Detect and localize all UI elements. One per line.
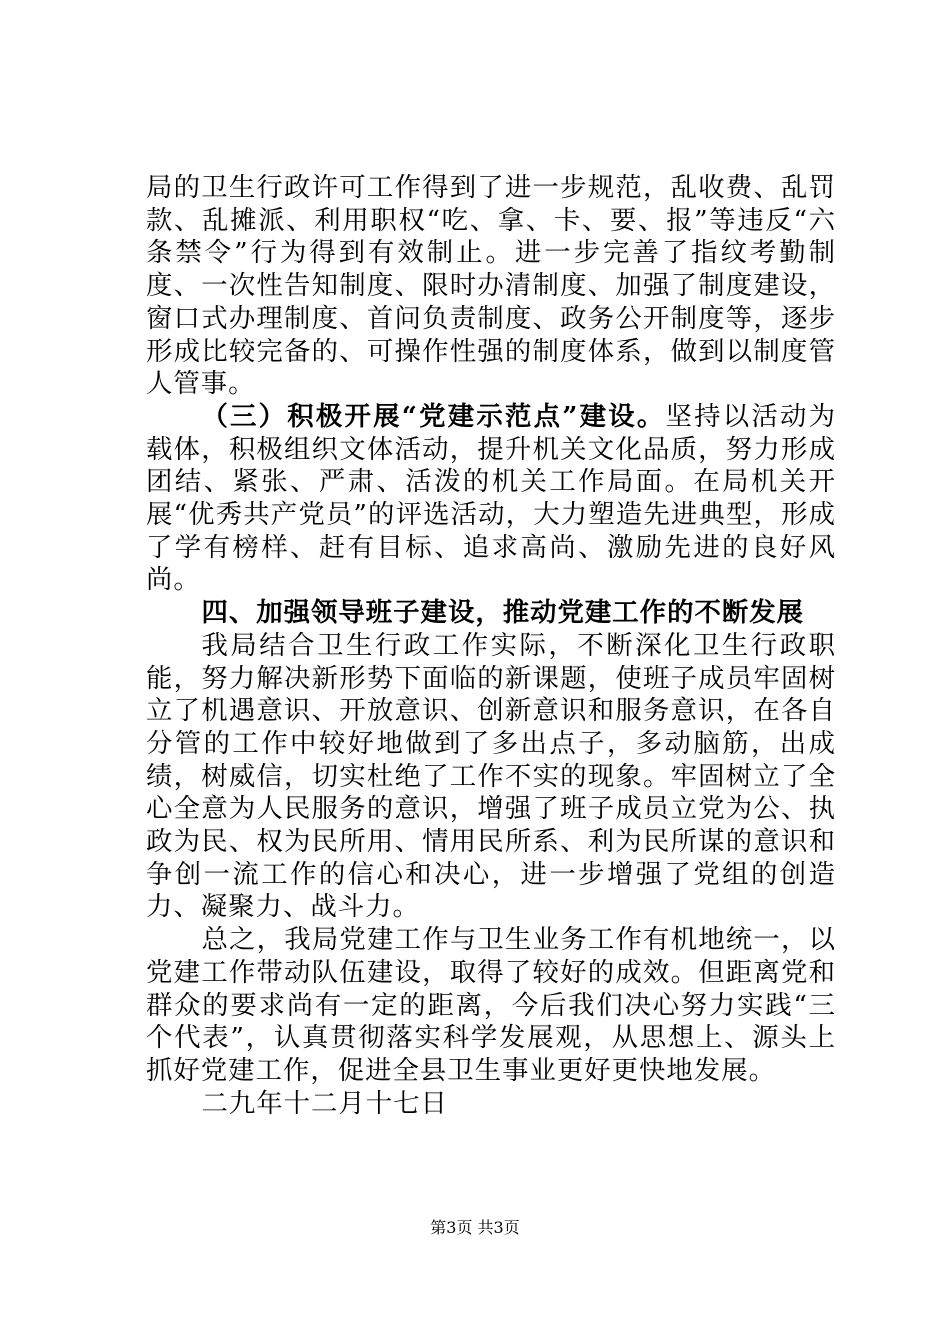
conclusion-paragraph: 总之，我局党建工作与卫生业务工作有机地统一，以党建工作带动队伍建设，取得了较好的成效。但距离党和群众的要求尚有一定的距离，今后我们决心努力实践“三个代表”，认真贯彻落实科学发展观，从思想上、源头上抓好党建工作，促进全县卫生事业更好更快地发展。	[146, 924, 836, 1086]
section3-body: 坚持以活动为载体，积极组织文体活动，提升机关文化品质，努力形成团结、紧张、严肃、活泼的机关工作局面。在局机关开展“优秀共产党员”的评选活动，大力塑造先进典型，形成了学有榜样、赶有目标、追求高尚、激励先进的良好风尚。	[146, 400, 837, 596]
paragraph-continuation: 局的卫生行政许可工作得到了进一步规范，乱收费、乱罚款、乱摊派、利用职权“吃、拿、卡、要、报”等违反“六条禁令”行为得到有效制止。进一步完善了指纹考勤制度、一次性告知制度、限时办清制度、加强了制度建设，窗口式办理制度、首问负责制度、政务公开制度等，逐步形成比较完备的、可操作性强的制度体系，做到以制度管人管事。	[146, 172, 836, 400]
page-footer: 第3页 共3页	[430, 1218, 520, 1237]
section3-paragraph	[146, 401, 836, 597]
section4-heading: 四、加强领导班子建设，推动党建工作的不断发展	[201, 597, 805, 629]
document-body	[146, 172, 836, 1120]
section4-body: 我局结合卫生行政工作实际，不断深化卫生行政职能，努力解决新形势下面临的新课题，使班子成员牢固树立了机遇意识、开放意识、创新意识和服务意识，在各自分管的工作中较好地做到了多出点子，多动脑筋，出成绩，树威信，切实杜绝了工作不实的现象。牢固树立了全心全意为人民服务的意识，增强了班子成员立党为公、执政为民、权为民所用、情用民所系、利为民所谋的意识和争创一流工作的信心和决心，进一步增强了党组的创造力、凝聚力、战斗力。	[146, 629, 836, 923]
document-date: 二九年十二月十七日	[201, 1087, 448, 1119]
section3-heading: （三）积极开展“党建示范点”建设。	[201, 400, 666, 432]
